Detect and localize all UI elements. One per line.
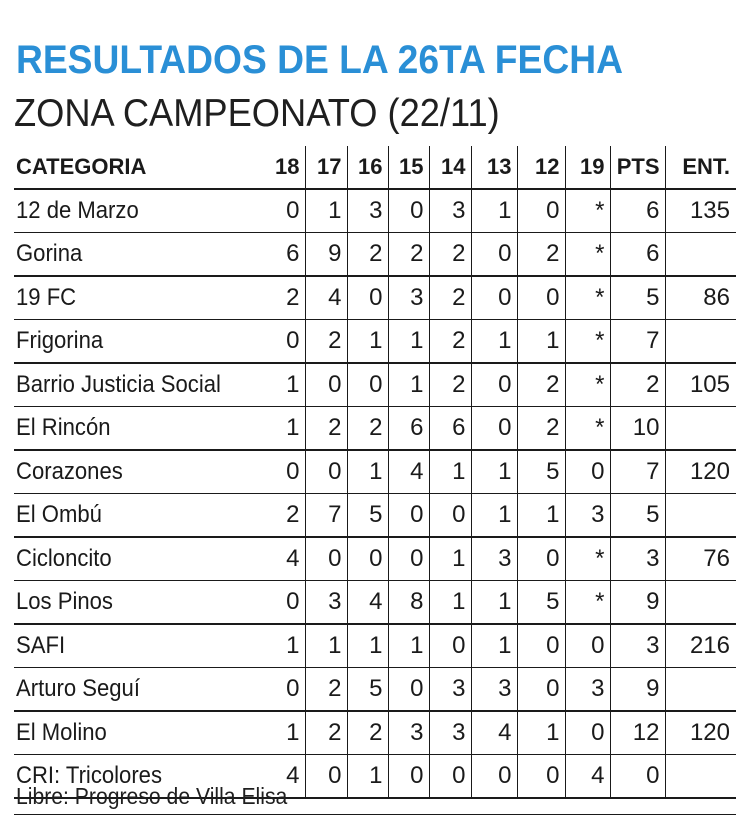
score-cell: 0	[565, 711, 610, 755]
score-cell: *	[565, 189, 610, 233]
score-cell: 4	[258, 537, 305, 581]
ent-cell: 120	[665, 711, 736, 755]
score-cell: 0	[305, 450, 347, 494]
page-subtitle: ZONA CAMPEONATO (22/11)	[14, 92, 500, 135]
points-cell: 5	[610, 494, 665, 538]
team-name-text: 19 FC	[16, 284, 77, 311]
score-cell: 2	[517, 407, 565, 451]
team-name-text: Barrio Justicia Social	[16, 371, 221, 398]
score-cell: 2	[347, 407, 388, 451]
results-table	[14, 146, 736, 799]
table-row	[14, 537, 736, 581]
score-cell: 2	[429, 276, 471, 320]
header-col-4: 15	[388, 146, 429, 189]
score-cell: 2	[258, 494, 305, 538]
score-cell: *	[565, 276, 610, 320]
score-cell: 0	[258, 581, 305, 625]
score-cell: 5	[347, 668, 388, 712]
score-cell: 2	[347, 711, 388, 755]
score-cell: 4	[471, 711, 517, 755]
score-cell: 0	[471, 755, 517, 799]
points-cell: 12	[610, 711, 665, 755]
score-cell: 2	[517, 233, 565, 277]
score-cell: 6	[388, 407, 429, 451]
team-name-text: Frigorina	[16, 327, 104, 354]
header-col-6: 13	[471, 146, 517, 189]
score-cell: 1	[388, 624, 429, 668]
table-row	[14, 320, 736, 364]
score-cell: 3	[471, 668, 517, 712]
team-name-text: SAFI	[16, 632, 66, 659]
score-cell: 0	[388, 189, 429, 233]
points-cell: 2	[610, 363, 665, 407]
header-col-7: 12	[517, 146, 565, 189]
score-cell: 3	[388, 276, 429, 320]
score-cell: 1	[305, 189, 347, 233]
team-name	[14, 624, 258, 668]
header-col-3: 16	[347, 146, 388, 189]
score-cell: 9	[305, 233, 347, 277]
score-cell: 3	[305, 581, 347, 625]
header-col-8: 19	[565, 146, 610, 189]
points-cell: 3	[610, 537, 665, 581]
team-name-text: El Molino	[16, 719, 107, 746]
score-cell: 1	[305, 624, 347, 668]
score-cell: 3	[565, 668, 610, 712]
score-cell: 0	[429, 755, 471, 799]
score-cell: 4	[305, 276, 347, 320]
team-name	[14, 494, 258, 538]
header-col-5: 14	[429, 146, 471, 189]
ent-cell	[665, 755, 736, 799]
score-cell: 0	[517, 624, 565, 668]
team-name	[14, 711, 258, 755]
ent-cell: 105	[665, 363, 736, 407]
score-cell: 0	[305, 755, 347, 799]
score-cell: 1	[471, 189, 517, 233]
team-name-text: El Ombú	[16, 501, 102, 528]
score-cell: 3	[471, 537, 517, 581]
points-cell: 0	[610, 755, 665, 799]
score-cell: *	[565, 363, 610, 407]
score-cell: 0	[471, 233, 517, 277]
score-cell: 3	[429, 668, 471, 712]
bottom-divider	[14, 814, 736, 815]
score-cell: 2	[429, 233, 471, 277]
team-name	[14, 233, 258, 277]
team-name	[14, 189, 258, 233]
score-cell: 4	[258, 755, 305, 799]
ent-cell	[665, 407, 736, 451]
score-cell: 8	[388, 581, 429, 625]
free-team-note: Libre: Progreso de Villa Elisa	[16, 783, 288, 809]
table-row	[14, 276, 736, 320]
score-cell: 3	[429, 189, 471, 233]
points-cell: 10	[610, 407, 665, 451]
score-cell: 5	[517, 581, 565, 625]
score-cell: 0	[388, 668, 429, 712]
score-cell: 1	[347, 320, 388, 364]
ent-cell: 216	[665, 624, 736, 668]
score-cell: 2	[429, 363, 471, 407]
score-cell: 0	[258, 320, 305, 364]
score-cell: 0	[565, 624, 610, 668]
team-name	[14, 581, 258, 625]
score-cell: 1	[471, 624, 517, 668]
score-cell: 4	[388, 450, 429, 494]
score-cell: 0	[388, 537, 429, 581]
team-name-text: Cicloncito	[16, 545, 112, 572]
score-cell: 2	[305, 320, 347, 364]
points-cell: 3	[610, 624, 665, 668]
score-cell: 1	[258, 711, 305, 755]
team-name-text: Gorina	[16, 240, 83, 267]
team-name-text: 12 de Marzo	[16, 197, 139, 224]
team-name-text: El Rincón	[16, 414, 111, 441]
points-cell: 5	[610, 276, 665, 320]
team-name	[14, 450, 258, 494]
ent-cell: 76	[665, 537, 736, 581]
table-header-row	[14, 146, 736, 189]
score-cell: 0	[388, 755, 429, 799]
score-cell: 0	[517, 189, 565, 233]
table-row	[14, 494, 736, 538]
score-cell: *	[565, 537, 610, 581]
score-cell: 0	[517, 276, 565, 320]
table-row	[14, 189, 736, 233]
points-cell: 7	[610, 450, 665, 494]
score-cell: 2	[305, 711, 347, 755]
score-cell: 0	[258, 189, 305, 233]
header-col-9: PTS	[610, 146, 665, 189]
score-cell: 6	[429, 407, 471, 451]
score-cell: 1	[429, 450, 471, 494]
score-cell: 0	[258, 668, 305, 712]
score-cell: 0	[471, 276, 517, 320]
score-cell: 0	[565, 450, 610, 494]
table-row	[14, 624, 736, 668]
score-cell: 0	[347, 537, 388, 581]
header-categoria: CATEGORIA	[14, 146, 258, 189]
score-cell: 0	[429, 494, 471, 538]
score-cell: 2	[429, 320, 471, 364]
score-cell: 0	[305, 363, 347, 407]
table-row	[14, 450, 736, 494]
ent-cell	[665, 581, 736, 625]
team-name	[14, 537, 258, 581]
score-cell: *	[565, 581, 610, 625]
score-cell: 5	[347, 494, 388, 538]
score-cell: 1	[517, 320, 565, 364]
score-cell: 1	[258, 407, 305, 451]
score-cell: *	[565, 407, 610, 451]
score-cell: 4	[565, 755, 610, 799]
team-name-text: Los Pinos	[16, 588, 113, 615]
header-ent: ENT.	[665, 146, 736, 189]
score-cell: 2	[305, 407, 347, 451]
points-cell: 9	[610, 668, 665, 712]
score-cell: 2	[388, 233, 429, 277]
score-cell: 2	[347, 233, 388, 277]
score-cell: 1	[258, 624, 305, 668]
score-cell: 1	[517, 711, 565, 755]
table-row	[14, 668, 736, 712]
score-cell: 2	[517, 363, 565, 407]
table-row	[14, 233, 736, 277]
score-cell: 7	[305, 494, 347, 538]
table-row	[14, 407, 736, 451]
team-name	[14, 276, 258, 320]
ent-cell	[665, 494, 736, 538]
score-cell: 1	[347, 755, 388, 799]
score-cell: 1	[517, 494, 565, 538]
score-cell: 3	[347, 189, 388, 233]
score-cell: *	[565, 320, 610, 364]
score-cell: 0	[517, 537, 565, 581]
team-name-text: Corazones	[16, 458, 123, 485]
table-row	[14, 711, 736, 755]
score-cell: 1	[429, 537, 471, 581]
team-name	[14, 407, 258, 451]
points-cell: 6	[610, 233, 665, 277]
header-col-1: 18	[258, 146, 305, 189]
ent-cell	[665, 668, 736, 712]
ent-cell: 120	[665, 450, 736, 494]
score-cell: 0	[517, 755, 565, 799]
score-cell: 4	[347, 581, 388, 625]
ent-cell	[665, 320, 736, 364]
score-cell: 1	[471, 494, 517, 538]
score-cell: 0	[429, 624, 471, 668]
score-cell: *	[565, 233, 610, 277]
score-cell: 3	[429, 711, 471, 755]
team-name	[14, 363, 258, 407]
ent-cell: 86	[665, 276, 736, 320]
points-cell: 6	[610, 189, 665, 233]
score-cell: 1	[258, 363, 305, 407]
score-cell: 2	[258, 276, 305, 320]
score-cell: 0	[305, 537, 347, 581]
score-cell: 1	[429, 581, 471, 625]
score-cell: 0	[471, 407, 517, 451]
score-cell: 6	[258, 233, 305, 277]
team-name	[14, 320, 258, 364]
score-cell: 3	[388, 711, 429, 755]
team-name	[14, 668, 258, 712]
team-name-text: CRI: Tricolores	[16, 762, 163, 789]
score-cell: 0	[388, 494, 429, 538]
ent-cell	[665, 233, 736, 277]
header-col-2: 17	[305, 146, 347, 189]
score-cell: 1	[388, 363, 429, 407]
score-cell: 0	[517, 668, 565, 712]
ent-cell: 135	[665, 189, 736, 233]
score-cell: 1	[471, 320, 517, 364]
score-cell: 0	[258, 450, 305, 494]
table-row	[14, 581, 736, 625]
team-name-text: Arturo Seguí	[16, 675, 140, 702]
score-cell: 1	[388, 320, 429, 364]
score-cell: 3	[565, 494, 610, 538]
score-cell: 5	[517, 450, 565, 494]
score-cell: 0	[347, 276, 388, 320]
points-cell: 7	[610, 320, 665, 364]
score-cell: 0	[347, 363, 388, 407]
table-row	[14, 363, 736, 407]
score-cell: 1	[471, 581, 517, 625]
score-cell: 2	[305, 668, 347, 712]
score-cell: 1	[347, 450, 388, 494]
score-cell: 1	[471, 450, 517, 494]
score-cell: 1	[347, 624, 388, 668]
points-cell: 9	[610, 581, 665, 625]
score-cell: 0	[471, 363, 517, 407]
page-title: RESULTADOS DE LA 26TA FECHA	[16, 38, 623, 82]
